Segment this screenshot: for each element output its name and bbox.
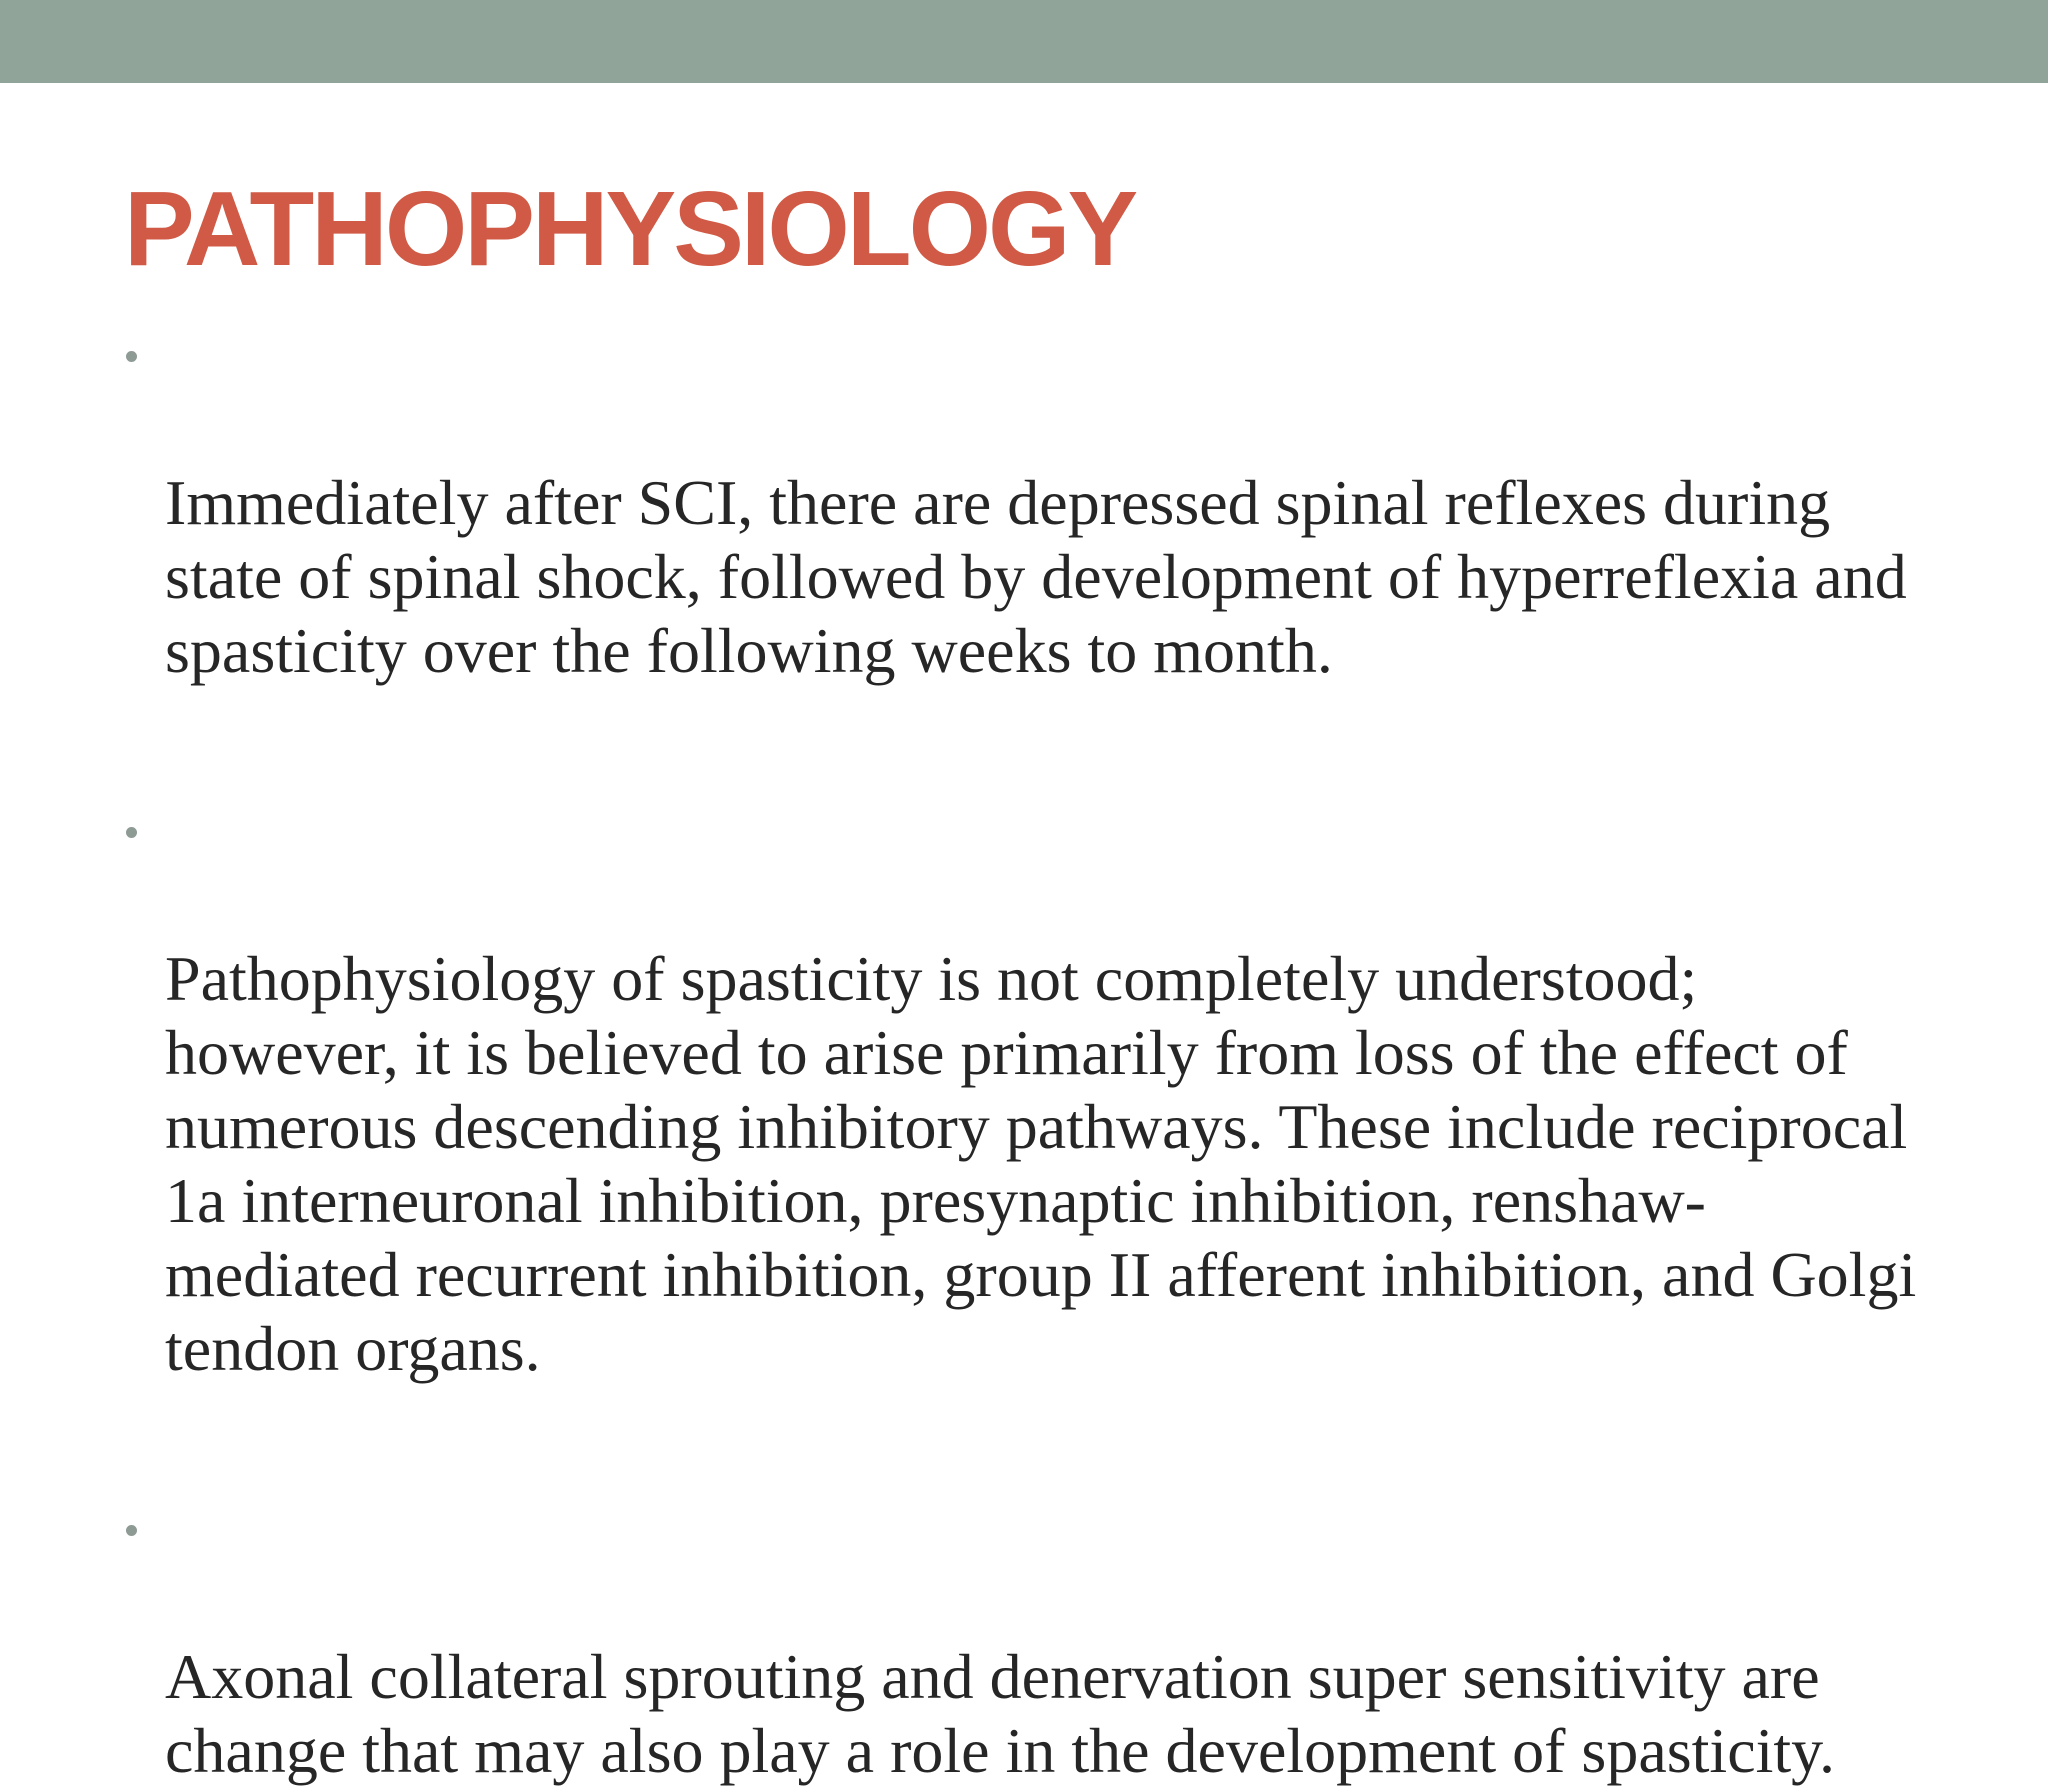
bullet-text: Axonal collateral sprouting and denervation super sensitivity are change that may also play a role in the development of spasticity.	[165, 1641, 1835, 1786]
bullet-dot-icon	[126, 827, 137, 838]
bullet-item	[124, 318, 1924, 688]
top-color-band	[0, 0, 2048, 83]
bullet-dot-icon	[126, 351, 137, 362]
bullet-item	[124, 794, 1924, 1386]
slide-title: PATHOPHYSIOLOGY	[124, 170, 1136, 288]
bullet-text: Immediately after SCI, there are depressed spinal reflexes during state of spinal shock, followed by development of hyperreflexia and spasticity over the following weeks to month.	[165, 467, 1907, 686]
bullet-list	[124, 318, 1924, 1788]
bullet-text: Pathophysiology of spasticity is not completely understood; however, it is believed to arise primarily from loss of the effect of numerous descending inhibitory pathways. These include reciprocal 1a interneuronal inhibition, presynaptic inhibition, renshaw-mediated recurrent inhibition, group II afferent inhibition, and Golgi tendon organs.	[165, 943, 1917, 1384]
bullet-item	[124, 1492, 1924, 1788]
bullet-dot-icon	[126, 1525, 137, 1536]
